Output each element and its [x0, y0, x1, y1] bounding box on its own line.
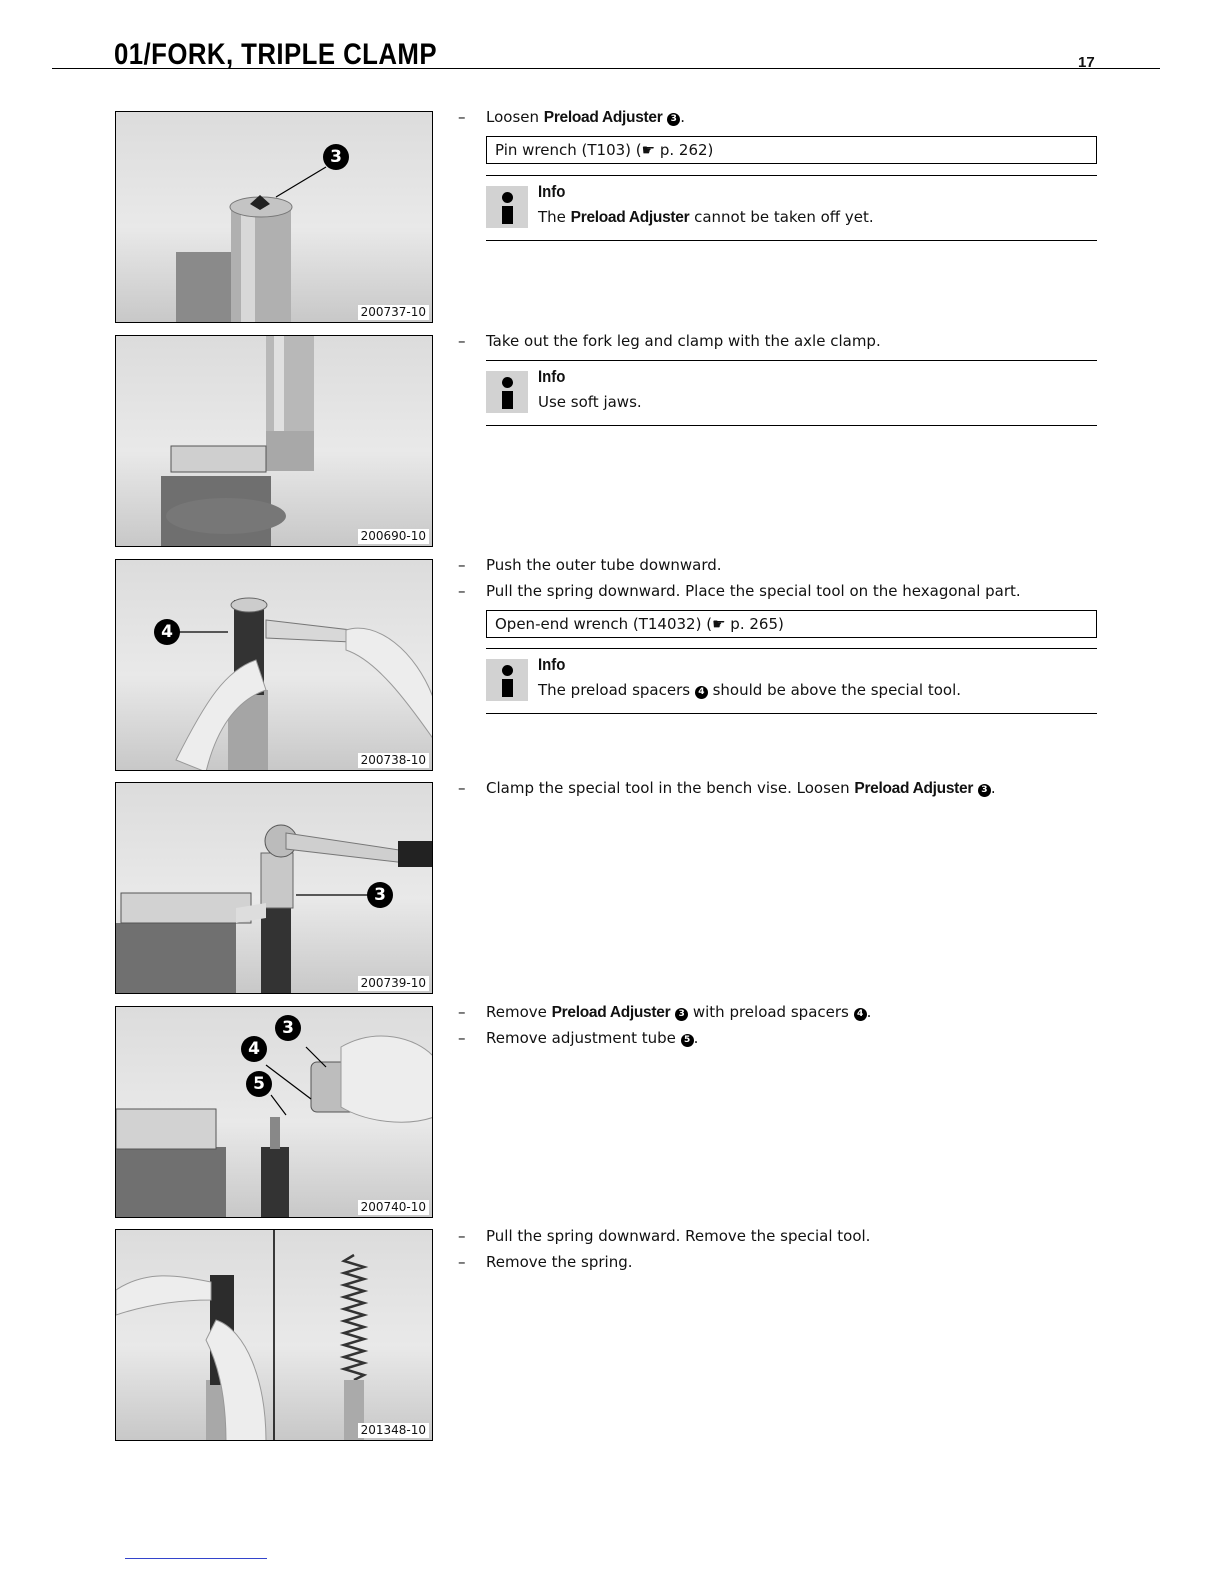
info-title: Info — [538, 182, 566, 201]
photo-illustration — [116, 560, 433, 771]
info-box — [486, 175, 1097, 241]
info-icon — [486, 371, 528, 413]
photo-fork-in-vise — [115, 335, 433, 547]
photo-code: 200738-10 — [358, 753, 429, 768]
info-box — [486, 360, 1097, 426]
info-icon — [486, 659, 528, 701]
step-dash: – — [458, 582, 466, 600]
callout-5: 5 — [246, 1071, 272, 1097]
info-box — [486, 648, 1097, 714]
step-dash: – — [458, 1003, 466, 1021]
page-reference-link[interactable]: p. 262) — [655, 141, 714, 159]
keyword: Preload Adjuster — [543, 109, 663, 126]
tool-box-pin-wrench: Pin wrench (T103) (☛ p. 262) — [486, 136, 1097, 164]
page-reference-link[interactable]: p. 265) — [725, 615, 784, 633]
photo-code: 200739-10 — [358, 976, 429, 991]
callout-3: 3 — [323, 144, 349, 170]
step-dash: – — [458, 108, 466, 126]
callout-3: 3 — [275, 1015, 301, 1041]
photo-illustration — [116, 1230, 433, 1441]
step-clamp-special-tool: – Clamp the special tool in the bench vise. Loosen Preload Adjuster 3 . — [458, 779, 996, 797]
photo-remove-spring — [115, 1229, 433, 1441]
header-rule — [52, 68, 1160, 69]
step-remove-adjuster: – Remove Preload Adjuster 3 with preload spacers 4 . — [458, 1003, 872, 1021]
info-title: Info — [538, 655, 566, 674]
photo-illustration — [116, 336, 433, 547]
step-take-out-fork-leg: – Take out the fork leg and clamp with the axle clamp. — [458, 332, 881, 350]
step-pull-spring-remove-tool: – Pull the spring downward. Remove the special tool. — [458, 1227, 871, 1245]
callout-4: 4 — [154, 619, 180, 645]
footer-link-underline[interactable] — [125, 1558, 267, 1559]
pointing-hand-icon: ☛ — [641, 141, 656, 159]
step-pull-spring: – Pull the spring downward. Place the special tool on the hexagonal part. — [458, 582, 1021, 600]
callout-ref: 4 — [854, 1008, 867, 1021]
tool-box-open-end-wrench: Open-end wrench (T14032) (☛ p. 265) — [486, 610, 1097, 638]
info-text: The preload spacers 4 should be above the special tool. — [538, 681, 962, 699]
step-dash: – — [458, 779, 466, 797]
page-number: 17 — [1078, 54, 1095, 71]
callout-ref: 3 — [675, 1008, 688, 1021]
page-title: 01/FORK, TRIPLE CLAMP — [114, 38, 437, 71]
callout-ref: 4 — [695, 686, 708, 699]
callout-4: 4 — [241, 1036, 267, 1062]
photo-illustration — [116, 112, 433, 323]
photo-bench-vise — [115, 782, 433, 994]
photo-remove-adjuster — [115, 1006, 433, 1218]
info-icon — [486, 186, 528, 228]
photo-code: 200740-10 — [358, 1200, 429, 1215]
step-dash: – — [458, 1227, 466, 1245]
info-title: Info — [538, 367, 566, 386]
callout-ref: 3 — [978, 784, 991, 797]
step-loosen-adjuster: – Loosen Preload Adjuster 3 . — [458, 108, 685, 126]
pointing-hand-icon: ☛ — [712, 615, 726, 633]
step-dash: – — [458, 556, 466, 574]
step-push-outer-tube: – Push the outer tube downward. — [458, 556, 722, 574]
step-dash: – — [458, 332, 466, 350]
callout-ref: 3 — [667, 113, 680, 126]
step-dash: – — [458, 1253, 466, 1271]
step-remove-spring: – Remove the spring. — [458, 1253, 633, 1271]
callout-3: 3 — [367, 882, 393, 908]
photo-code: 200690-10 — [358, 529, 429, 544]
photo-spring-wrench — [115, 559, 433, 771]
info-text: The Preload Adjuster cannot be taken off yet. — [538, 208, 874, 226]
step-remove-adjustment-tube: – Remove adjustment tube 5 . — [458, 1029, 699, 1047]
photo-code: 201348-10 — [358, 1423, 429, 1438]
info-text: Use soft jaws. — [538, 393, 642, 411]
keyword: Preload Adjuster — [854, 780, 974, 797]
step-dash: – — [458, 1029, 466, 1047]
keyword: Preload Adjuster — [551, 1004, 671, 1021]
callout-ref: 5 — [681, 1034, 694, 1047]
photo-code: 200737-10 — [358, 305, 429, 320]
photo-preload-adjuster — [115, 111, 433, 323]
photo-illustration — [116, 1007, 433, 1218]
